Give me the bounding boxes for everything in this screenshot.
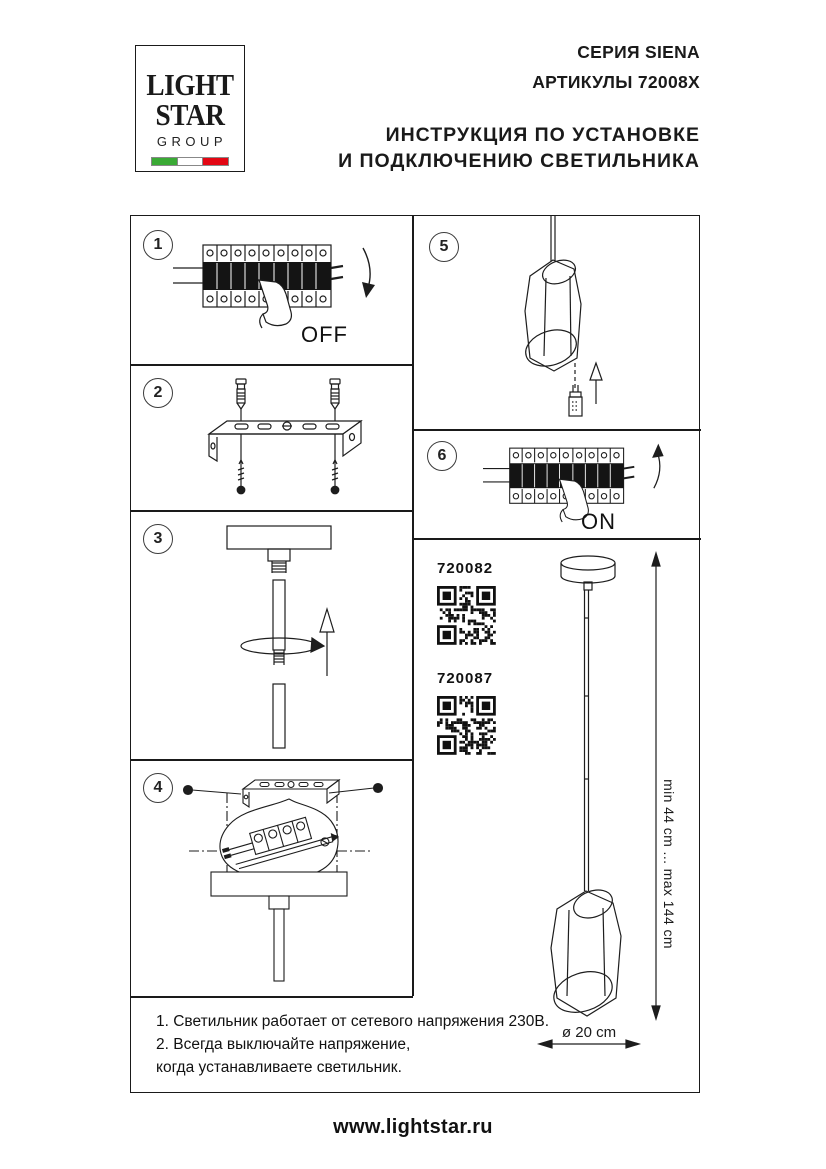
shade-bulb-drawing xyxy=(413,216,701,429)
wiring-canopy-drawing xyxy=(131,759,413,996)
circuit-breaker-off-drawing xyxy=(167,228,397,358)
article-number-720087: 720087 xyxy=(437,670,494,687)
off-label: OFF xyxy=(301,322,348,347)
qr-code-720087 xyxy=(437,696,496,755)
circuit-breaker-on-drawing xyxy=(465,433,695,538)
header-titles xyxy=(338,42,700,174)
article-number-720082: 720082 xyxy=(437,560,494,577)
step-panel-2 xyxy=(131,364,413,510)
qr-code-720082 xyxy=(437,586,496,645)
lightstar-logo xyxy=(135,45,245,172)
instruction-diagram-grid xyxy=(130,215,700,1093)
instruction-title-line1: ИНСТРУКЦИЯ ПО УСТАНОВКЕ xyxy=(385,124,700,146)
on-label: ON xyxy=(581,509,616,534)
instruction-title-line2: И ПОДКЛЮЧЕНИЮ СВЕТИЛЬНИКА xyxy=(338,150,700,172)
note-line-1: 1. Светильник работает от сетевого напряжения 230В. xyxy=(156,1013,550,1030)
note-line-3: когда устанавливаете светильник. xyxy=(156,1059,402,1076)
flag-green-segment xyxy=(152,158,177,165)
step-number-badge: 3 xyxy=(143,524,173,554)
step-number-badge: 1 xyxy=(143,230,173,260)
step-panel-3 xyxy=(131,510,413,759)
step-number-badge: 2 xyxy=(143,378,173,408)
italian-flag-stripe xyxy=(151,157,229,166)
safety-notes xyxy=(156,1010,696,1079)
articles-title: АРТИКУЛЫ 72008X xyxy=(532,72,700,92)
divider-step4-notes xyxy=(131,996,413,998)
step-panel-5 xyxy=(413,216,701,429)
step-panel-4 xyxy=(131,759,413,996)
mounting-bracket-drawing xyxy=(131,364,413,510)
step-number-badge: 5 xyxy=(429,232,459,262)
logo-text-light: LIGHT xyxy=(146,67,234,102)
step-number-badge: 6 xyxy=(427,441,457,471)
note-line-2: 2. Всегда выключайте напряжение, xyxy=(156,1036,411,1053)
flag-red-segment xyxy=(203,158,228,165)
website-url: www.lightstar.ru xyxy=(333,1116,493,1138)
step-number-badge: 4 xyxy=(143,773,173,803)
rod-assembly-drawing xyxy=(131,510,413,759)
series-title: СЕРИЯ SIENA xyxy=(577,42,700,62)
step-panel-6 xyxy=(413,429,701,538)
height-range-dimension-label: min 44 cm ... max 144 cm xyxy=(661,779,677,949)
step-panel-1 xyxy=(131,216,413,364)
logo-text-group: GROUP xyxy=(156,134,228,149)
flag-white-segment xyxy=(177,158,204,165)
diameter-dimension-label: ø 20 cm xyxy=(561,1024,617,1041)
logo-text-star: STAR xyxy=(155,97,225,132)
